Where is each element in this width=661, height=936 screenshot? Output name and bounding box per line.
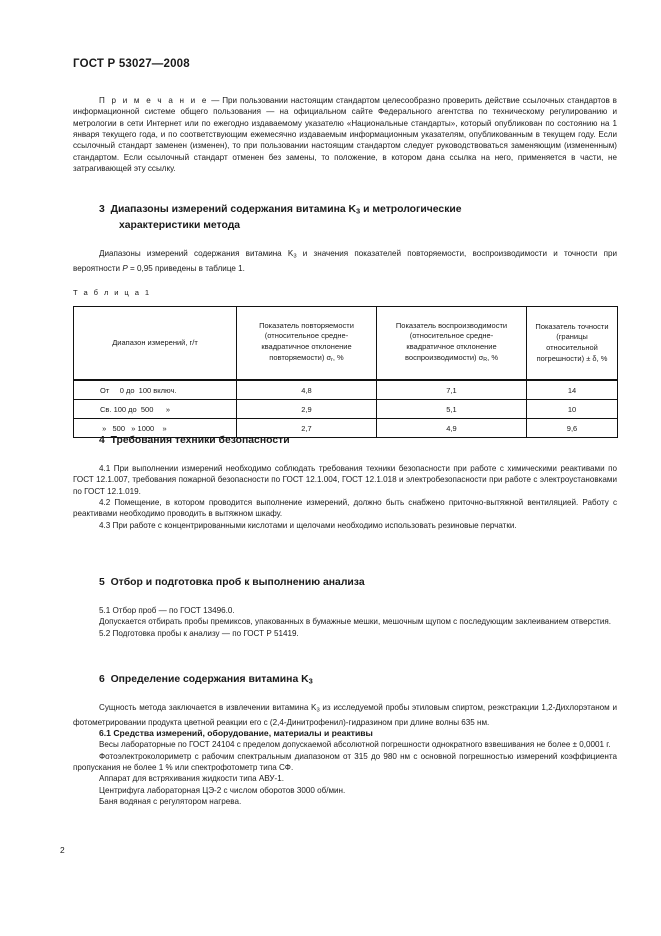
document-standard-header: ГОСТ Р 53027—2008 — [73, 58, 190, 70]
clause-4-3: 4.3 При работе с концентрированными кислотами и щелочами необходимо использовать резиновые перчатки. — [99, 520, 517, 530]
header-repr-sigma-subscript: R — [483, 356, 488, 363]
s3-para-subscript: 3 — [293, 253, 297, 260]
note-block — [73, 95, 617, 174]
cell-range: От 0 до 100 включ. — [74, 380, 237, 400]
section-6-number: 6 — [99, 674, 105, 685]
table-1-caption: Т а б л и ц а 1 — [73, 288, 151, 297]
header-acc-line1: Показатель точности — [535, 321, 609, 331]
header-rep-tail: , % — [332, 352, 344, 362]
section-5-heading — [99, 576, 617, 591]
clause-4-2: 4.2 Помещение, в котором проводится выполнение измерений, должно быть снабжено приточно-вытяжной вентиляцией. Работу с реактивами необходимо проводить в вытяжном шкафу. — [73, 498, 617, 519]
table-row — [74, 400, 618, 419]
s3-para-pre: Диапазоны измерений содержания витамина K — [99, 249, 294, 258]
header-rep-line3: квадратичное отклонение — [261, 341, 352, 351]
cell-repeatability: 4,8 — [237, 380, 377, 400]
s3-para-tail: = 0,95 приведены в таблице 1. — [127, 263, 245, 273]
section-3-title-line1-tail: и метрологические — [360, 204, 462, 215]
clause-5-1-note: Допускается отбирать пробы премиксов, упакованных в бумажные мешки, мешочным щупом с последующим заклеиванием отверстия. — [99, 617, 611, 627]
cell-accuracy: 14 — [527, 380, 618, 400]
s6-para-pre: Сущность метода заключается в извлечении витамина K — [99, 703, 317, 712]
section-6-heading-block — [73, 673, 617, 689]
section-4-heading-block — [73, 434, 617, 449]
section-5-number: 5 — [99, 577, 105, 588]
section-6-heading — [99, 673, 617, 689]
section-3-number: 3 — [99, 204, 105, 215]
cell-reproducibility: 5,1 — [377, 400, 527, 419]
section-3-title-line1: Диапазоны измерений содержания витамина K — [110, 204, 357, 215]
header-repr-line1: Показатель воспроизводимости — [395, 320, 508, 330]
clause-4-1: 4.1 При выполнении измерений необходимо соблюдать требования техники безопасности при работе с химическими реактивами по ГОСТ 12.1.007, требования пожарной безопасности по ГОСТ 12.1.004, ГОСТ 12.1.018 и электробезопасности при работе с электроустановками по ГОСТ 12.1.019. — [73, 464, 617, 496]
s3-para-probability-symbol: P — [122, 263, 128, 273]
cell-range: » 500 » 1000 » — [74, 419, 237, 438]
header-range-line1: Диапазон измерений, г/т — [112, 337, 198, 347]
section-3-title-line2: характеристики метода — [119, 220, 241, 232]
header-rep-line4: повторяемости) σ — [269, 352, 332, 362]
section-3-paragraph — [73, 248, 617, 274]
section-4-title: Требования техники безопасности — [110, 435, 290, 446]
note-text: — При пользовании настоящим стандартом целесообразно проверить действие ссылочных стандартов в информационной системе общего пользования — на официальном сайте Федерального агентства по техническому регулированию и метрологии в сети Интернет или по ежегодно издаваемому указателю «Национальные стандарты», который опубликован по состоянию на 1 января текущего года, и по соответствующим ежемесячно издаваемым информационным указателям, опубликованным в текущем году. Если ссылочный стандарт заменен (изменен), то при пользовании настоящим стандартом следует руководствоваться заменяющим (измененным) стандартом. Если ссылочный стандарт отменен без замены, то положение, в котором дана ссылка на него, применяется в части, не затрагивающей эту ссылку. — [73, 96, 617, 174]
header-repr-line4: воспроизводимости) σ — [405, 352, 484, 362]
section-4-body — [73, 463, 617, 531]
section-3-heading-block — [73, 203, 617, 234]
cell-reproducibility: 7,1 — [377, 380, 527, 400]
clause-6-1-heading: 6.1 Средства измерений, оборудование, материалы и реактивы — [99, 727, 373, 738]
section-6-title-subscript: 3 — [308, 676, 313, 686]
table-header-reproducibility — [377, 307, 527, 381]
note-paragraph — [73, 95, 617, 174]
section-5-heading-block — [73, 576, 617, 591]
header-rep-line2: (относительное средне- — [264, 331, 349, 341]
header-acc-line3: погрешности) ± δ, % — [536, 353, 608, 363]
section-4-number: 4 — [99, 435, 105, 446]
cell-repeatability: 2,7 — [237, 419, 377, 438]
header-rep-sigma-subscript: r — [331, 356, 333, 363]
header-acc-line2: (границы относительной — [546, 332, 598, 352]
table-1 — [73, 306, 618, 438]
table-header-range — [74, 307, 237, 381]
equipment-shaker: Аппарат для встряхивания жидкости типа АВУ-1. — [99, 774, 284, 784]
table-1-wrapper — [73, 306, 617, 438]
cell-range: Св. 100 до 500 » — [74, 400, 237, 419]
equipment-colorimeter: Фотоэлектроколориметр с рабочим спектральным диапазоном от 315 до 980 нм с основной погрешностью измерений коэффициента пропускания не более 1 % или спектрофотометр типа СФ. — [73, 751, 617, 773]
section-3-paragraph-block — [73, 248, 617, 274]
table-header-row — [74, 307, 618, 381]
table-1-head — [74, 307, 618, 381]
table-header-repeatability — [237, 307, 377, 381]
table-1-body — [74, 380, 618, 438]
section-4-heading — [99, 434, 617, 449]
table-1-caption-block — [73, 288, 617, 297]
clause-5-1: 5.1 Отбор проб — по ГОСТ 13496.0. — [99, 606, 235, 615]
cell-reproducibility: 4,9 — [377, 419, 527, 438]
s3-para-mid: и значения показателей повторяемости, воспроизводимости и точности при вероятности — [73, 249, 617, 273]
page-number: 2 — [60, 845, 65, 855]
header-repr-line3: квадратичное отклонение — [406, 341, 497, 351]
clause-5-2: 5.2 Подготовка пробы к анализу — по ГОСТ Р 51419. — [99, 628, 299, 638]
section-5-body — [73, 605, 617, 639]
cell-accuracy: 9,6 — [527, 419, 618, 438]
equipment-scales: Весы лабораторные по ГОСТ 24104 с пределом допускаемой абсолютной погрешности однократного взвешивания не более ± 0,0001 г. — [99, 740, 611, 750]
header-repr-line2: (относительное средне- — [409, 331, 494, 341]
table-header-accuracy — [527, 307, 618, 381]
section-3-heading — [99, 203, 617, 234]
section-6-body — [73, 702, 617, 807]
section-6-title: Определение содержания витамина K — [110, 674, 309, 685]
s6-para-tail: из исследуемой пробы этиловым спиртом, реэкстракции 1,2-Дихлорэтаном и фотометрировании продукта цветной реакции его с (2,4-Динитрофенил)-гидразином при длине волны 635 нм. — [73, 703, 617, 727]
header-repr-tail: , % — [487, 352, 498, 362]
equipment-centrifuge: Центрифуга лабораторная ЦЭ-2 с числом оборотов 3000 об/мин. — [99, 785, 346, 795]
cell-repeatability: 2,9 — [237, 400, 377, 419]
table-row — [74, 380, 618, 400]
equipment-water-bath: Баня водяная с регулятором нагрева. — [99, 797, 242, 807]
s6-para-subscript: 3 — [316, 707, 320, 714]
section-3-title-subscript: 3 — [356, 206, 361, 216]
section-6-intro-paragraph — [73, 702, 617, 728]
header-rep-line1: Показатель повторяемости — [259, 320, 354, 330]
cell-accuracy: 10 — [527, 400, 618, 419]
note-label: П р и м е ч а н и е — [99, 96, 209, 105]
section-5-title: Отбор и подготовка проб к выполнению анализа — [110, 577, 365, 588]
